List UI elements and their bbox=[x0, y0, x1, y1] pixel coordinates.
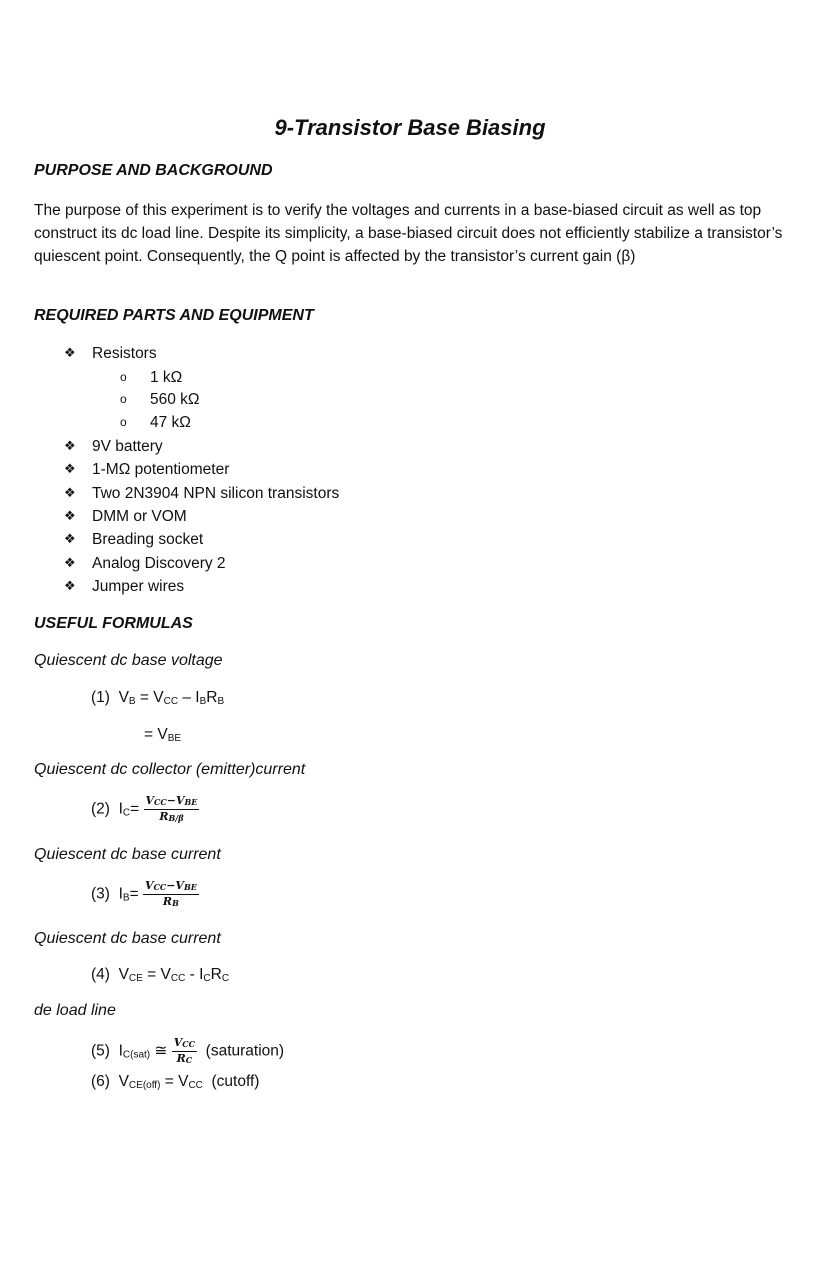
bullet-icon: ❖ bbox=[64, 461, 76, 476]
sub-list-item bbox=[120, 414, 191, 432]
list-item-label: Two 2N3904 NPN silicon transistors bbox=[92, 485, 340, 502]
list-item bbox=[64, 485, 339, 503]
formula-label: Quiescent dc collector (emitter)current bbox=[34, 761, 306, 778]
list-item-label: 1-MΩ potentiometer bbox=[92, 461, 230, 478]
bullet-icon: ❖ bbox=[64, 485, 76, 500]
formula-label: Quiescent dc base current bbox=[34, 930, 221, 947]
page-title: 9-Transistor Base Biasing bbox=[274, 115, 546, 140]
list-item bbox=[64, 438, 163, 456]
formula-5: (5) $I_{C(sat)}$ ≅ $\frac{V_{CC}}{R_C}$ (saturation) bbox=[91, 1036, 285, 1065]
formulas-heading: USEFUL FORMULAS bbox=[34, 615, 193, 632]
formula-6: (6) $V_{CE(off)} = V_{CC}$ (cutoff) bbox=[91, 1073, 260, 1091]
formula-2: (2) $I_C=$ $\frac{V_{CC}-V_{BE}}{R_{B/\beta}}$ bbox=[91, 794, 198, 823]
list-item-label: Analog Discovery 2 bbox=[92, 555, 226, 572]
formula-3: (3) $I_B=$ $\frac{V_{CC}-V_{BE}}{R_B}$ bbox=[91, 879, 197, 908]
formula-1: (1) $V_B = V_{CC} - I_BR_B$ bbox=[91, 689, 225, 707]
list-item-label: 9V battery bbox=[92, 438, 163, 455]
resistor-value: 47 kΩ bbox=[150, 414, 191, 431]
list-item-label: Resistors bbox=[92, 345, 157, 362]
list-item bbox=[64, 461, 229, 479]
bullet-icon: ❖ bbox=[64, 555, 76, 570]
fraction: $\frac{V_{CC}-V_{BE}}{R_{B/\beta}}$ bbox=[145, 794, 198, 823]
parts-heading: REQUIRED PARTS AND EQUIPMENT bbox=[34, 307, 314, 324]
bullet-icon: ❖ bbox=[64, 531, 76, 546]
bullet-icon: ❖ bbox=[64, 345, 76, 360]
list-item bbox=[64, 578, 184, 596]
circle-bullet-icon: o bbox=[120, 392, 127, 406]
list-item-label: Breading socket bbox=[92, 531, 204, 548]
bullet-icon: ❖ bbox=[64, 578, 76, 593]
sub-list-item bbox=[120, 369, 182, 387]
list-item bbox=[64, 531, 203, 549]
formula-4: (4) $V_{CE} = V_{CC} - I_CR_C$ bbox=[91, 966, 230, 984]
sub-list-item bbox=[120, 391, 200, 409]
formula-1-continued: = $V_{BE}$ bbox=[144, 726, 182, 744]
formula-label: Quiescent dc base current bbox=[34, 846, 221, 863]
purpose-heading: PURPOSE AND BACKGROUND bbox=[34, 162, 273, 179]
list-item-label: DMM or VOM bbox=[92, 508, 187, 525]
circle-bullet-icon: o bbox=[120, 370, 127, 384]
formula-label: Quiescent dc base voltage bbox=[34, 652, 223, 669]
bullet-icon: ❖ bbox=[64, 508, 76, 523]
resistor-value: 560 kΩ bbox=[150, 391, 200, 408]
purpose-paragraph: The purpose of this experiment is to verify the voltages and currents in a base-biased circuit as well as top construct its dc load line. Despite its simplicity, a base-biased circuit does not efficiently stabilize a transistor’s quiescent point. Consequently, the Q point is affected by the transistor’s current gain (β) bbox=[34, 202, 783, 265]
fraction: $\frac{V_{CC}}{R_C}$ bbox=[173, 1036, 196, 1065]
list-item bbox=[64, 508, 187, 526]
bullet-icon: ❖ bbox=[64, 438, 76, 453]
list-item bbox=[64, 555, 226, 573]
fraction: $\frac{V_{CC}-V_{BE}}{R_B}$ bbox=[144, 879, 197, 908]
resistor-value: 1 kΩ bbox=[150, 369, 183, 386]
circle-bullet-icon: o bbox=[120, 415, 127, 429]
list-item-label: Jumper wires bbox=[92, 578, 185, 595]
list-item bbox=[64, 345, 157, 363]
formula-label: de load line bbox=[34, 1002, 116, 1019]
